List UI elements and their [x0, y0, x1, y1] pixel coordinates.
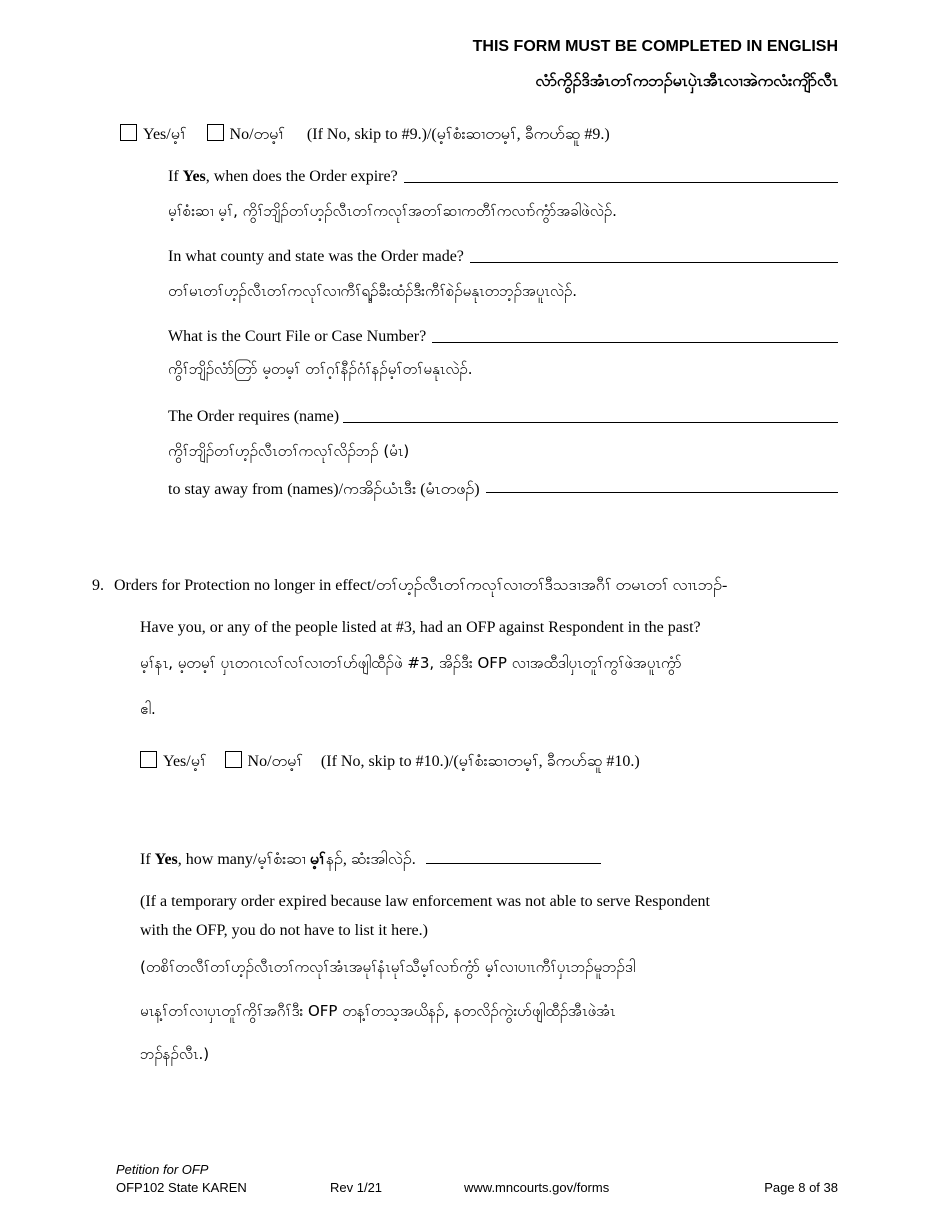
q9-no-checkbox[interactable]: [225, 751, 242, 768]
footer-url[interactable]: www.mncourts.gov/forms: [464, 1180, 610, 1195]
q8-no-label: No/တမ့ၢ်: [229, 126, 285, 143]
q9-heading: [92, 574, 727, 598]
expire-date-field[interactable]: [404, 168, 838, 183]
county-state-field[interactable]: [470, 248, 838, 263]
q8-skip-note: (If No, skip to #9.)/(မ့ၢ်စံးဆၢတမ့ၢ်, ခီကဟ်ဆူ #9.): [306, 126, 610, 143]
form-instruction-en: THIS FORM MUST BE COMPLETED IN ENGLISH: [472, 38, 838, 55]
q9-note-kar-2: မၤန့ၢ်တၢ်လၢပှၤတူၢ်ကွိၢ်အဂီၢ်ဒီး OFP တန့ၢ်တသ့အယိနၣ်, နတလိၣ်ကွဲးဟ်ဖျါထီၣ်အီၤဖဲအံၤ: [140, 1002, 616, 1020]
q8-yes-checkbox[interactable]: [120, 124, 137, 141]
q9-skip-note: (If No, skip to #10.)/(မ့ၢ်စံးဆၢတမ့ၢ်, ခီကဟ်ဆူ #10.): [320, 753, 640, 770]
case-number-field[interactable]: [432, 328, 838, 343]
q9-question-kar-2: ဧါ.: [140, 700, 156, 718]
how-many-row: If Yes, how many/မ့ၢ်စံးဆၢ မ့ၢ်နၣ်, ဆံးအါလဲၣ်.: [140, 848, 601, 872]
q9-question-kar-1: မ့ၢ်နၤ, မ့တမ့ၢ် ပှၤတဂၤလၢ်လၢ်လၢတၢ်ဟ်ဖျါထီၣ်ဖဲ #3, အိၣ်ဒီး OFP လၢအထီဒါပှၤတူၢ်ကွၢ်ဖဲအပူၤကွံာ်: [140, 654, 682, 672]
case-kar: ကွိၢ်ဘျိၣ်လံာ်တြာ် မ့တမ့ၢ် တၢ်ဂ့ၢ်နီၣ်ဂံၢ်နၣ်မ့ၢ်တၢ်မနုၤလဲၣ်.: [168, 360, 473, 378]
stay-away-row: to stay away from (names)/ကအိၣ်ယံၤဒီး (မံၤတဖၣ်): [168, 478, 838, 502]
q9-note-kar-1: (တစိၢ်တလီၢ်တၢ်ဟ့ၣ်လီၤတၢ်ကလုၢ်အံၤအမုၢ်နံၤမုၢ်သီမ့ၢ်လၢာ်ကွံာ် မ့ၢ်လၢပၢၤကီၢ်ပှၤဘၣ်မူဘၣ်ဒါ: [140, 958, 636, 976]
q9-number: 9.: [92, 577, 104, 594]
q9-question: Have you, or any of the people listed at #3, had an OFP against Respondent in the past?: [140, 619, 701, 636]
requires-row: The Order requires (name): [168, 408, 838, 426]
q9-yes-no-row: [140, 750, 640, 774]
q9-note-2: with the OFP, you do not have to list it here.): [140, 922, 428, 939]
requires-kar: ကွိၢ်ဘျိၣ်တၢ်ဟ့ၣ်လီၤတၢ်ကလုၢ်လိၣ်ဘၣ် (မံၤ): [168, 442, 410, 460]
q9-note-kar-3: ဘၣ်နၣ်လီၤ.): [140, 1045, 210, 1063]
q9-title: Orders for Protection no longer in effect/တၢ်ဟ့ၣ်လီၤတၢ်ကလုၢ်လၢတၢ်ဒီသဒၢအဂီၢ် တမၤတၢ် လၢၤဘၣ်-: [114, 577, 728, 594]
footer-doc-title: Petition for OFP: [116, 1162, 209, 1177]
expire-kar: မ့ၢ်စံးဆၢ မ့ၢ်, ကွိၢ်ဘျိၣ်တၢ်ဟ့ၣ်လီၤတၢ်ကလုၢ်အတၢ်ဆၢကတီၢ်ကလၢာ်ကွံာ်အခါဖဲလဲၣ်.: [168, 202, 617, 220]
q8-yes-label: Yes/မ့ၢ်: [143, 126, 187, 143]
footer-form-id: OFP102 State KAREN: [116, 1180, 247, 1195]
county-kar: တၢ်မၤတၢ်ဟ့ၣ်လီၤတၢ်ကလုၢ်လၢကီၢ်ရ့ၣ်ခီးထံၣ်ဒီးကီၢ်စဲၣ်မနုၤတဘ့ၣ်အပူၤလဲၣ်.: [168, 282, 578, 300]
requires-name-field[interactable]: [343, 408, 838, 423]
case-row: What is the Court File or Case Number?: [168, 328, 838, 346]
q9-note-1: (If a temporary order expired because law enforcement was not able to serve Respondent: [140, 893, 710, 910]
form-instruction-kar: လံာ်ကွိၣ်ဒိအံၤတၢ်ကဘၣ်မၤပှဲၤအီၤလၢအဲကလံးကျိာ်လီၤ: [535, 71, 838, 90]
q9-yes-label: Yes/မ့ၢ်: [163, 753, 207, 770]
how-many-field[interactable]: [426, 849, 601, 864]
q8-yes-no-row: [120, 123, 610, 147]
q8-no-checkbox[interactable]: [207, 124, 224, 141]
footer-page-number: Page 8 of 38: [764, 1180, 838, 1195]
q9-yes-checkbox[interactable]: [140, 751, 157, 768]
footer-revision: Rev 1/21: [330, 1180, 383, 1195]
expire-row: If Yes, when does the Order expire?: [168, 168, 838, 186]
county-row: In what county and state was the Order made?: [168, 248, 838, 266]
q9-no-label: No/တမ့ၢ်: [247, 753, 303, 770]
stay-away-names-field[interactable]: [486, 478, 838, 493]
